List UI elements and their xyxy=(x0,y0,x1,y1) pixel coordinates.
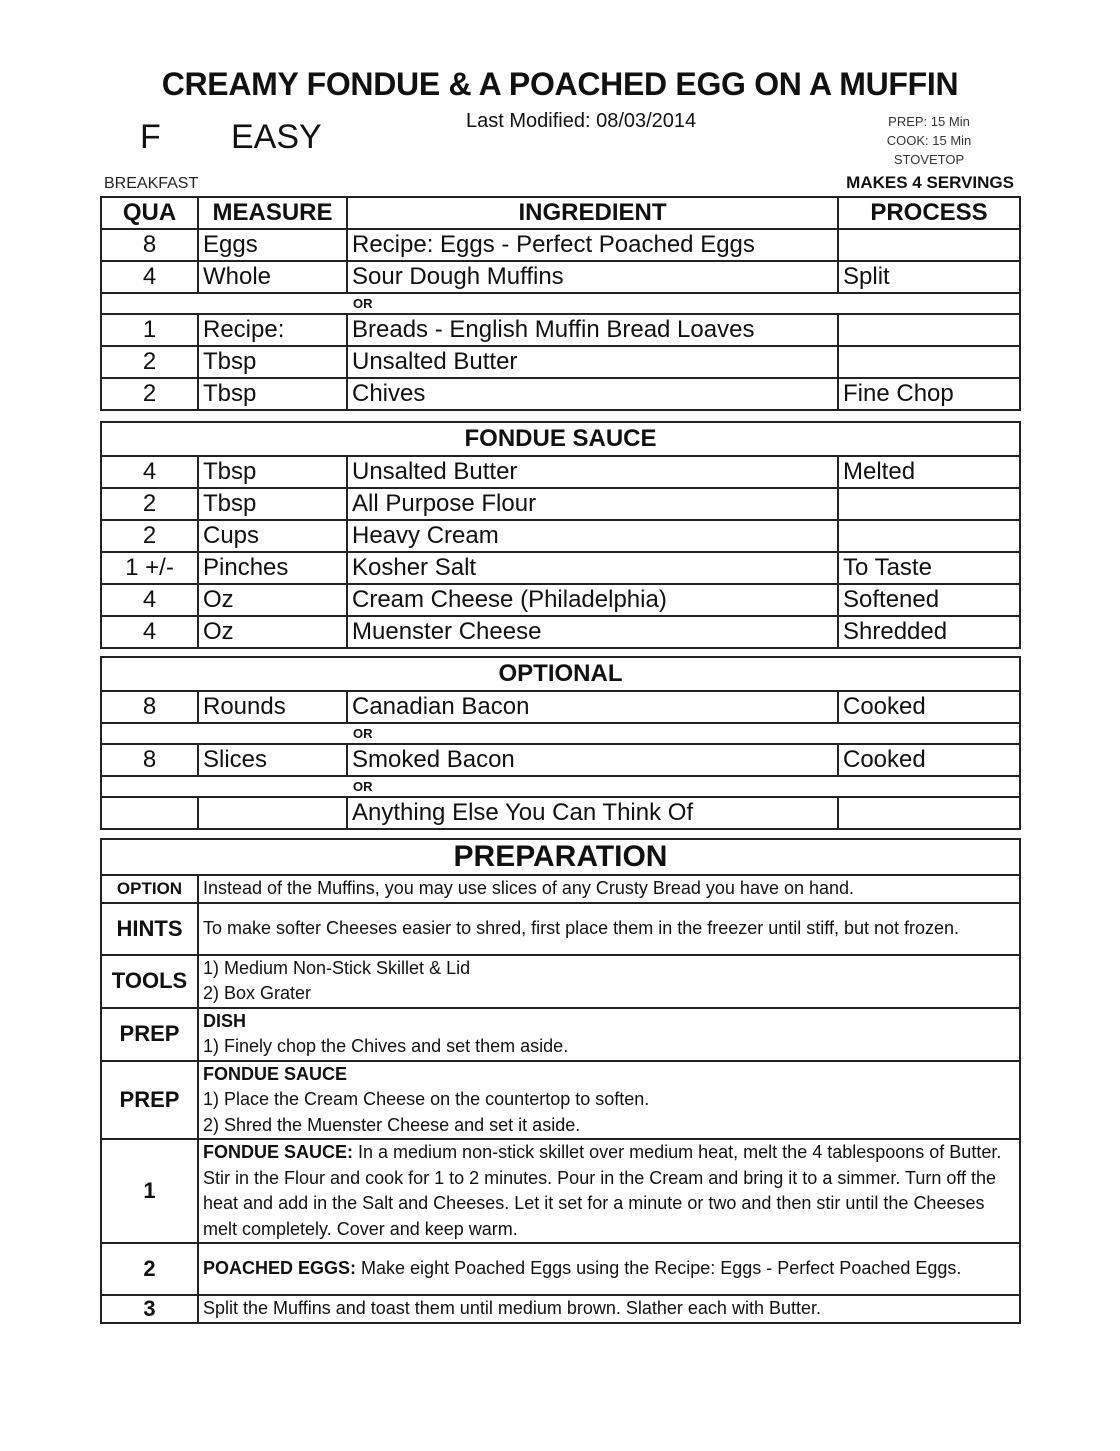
ingredient-cell: Unsalted Butter xyxy=(347,346,838,378)
step-row-2 xyxy=(101,1243,1020,1295)
or-separator-row xyxy=(101,723,1020,744)
measure-cell xyxy=(198,797,347,829)
or-separator xyxy=(101,776,1020,797)
measure-cell: Recipe: xyxy=(198,314,347,346)
qua-cell: 4 xyxy=(101,261,198,293)
qua-cell: 2 xyxy=(101,346,198,378)
ingredient-row xyxy=(101,616,1020,648)
process-cell: Shredded xyxy=(838,616,1020,648)
prep-heading-dish: DISH xyxy=(203,1010,247,1031)
section-title-optional: OPTIONAL xyxy=(101,657,1020,691)
step-row-1 xyxy=(101,1139,1020,1243)
ingredient-cell: Chives xyxy=(347,378,838,410)
ingredient-cell: Breads - English Muffin Bread Loaves xyxy=(347,314,838,346)
ingredient-cell: All Purpose Flour xyxy=(347,488,838,520)
ingredient-cell: Recipe: Eggs - Perfect Poached Eggs xyxy=(347,229,838,261)
prep-text-sauce xyxy=(198,1061,1020,1140)
table-header-row xyxy=(101,197,1020,229)
prep-label-sauce: PREP xyxy=(101,1061,198,1140)
or-separator xyxy=(101,723,1020,744)
prep-text-hints: To make softer Cheeses easier to shred, first place them in the freezer until stiff, but not frozen. xyxy=(198,903,1020,955)
step-number: 2 xyxy=(101,1243,198,1295)
or-label: OR xyxy=(353,726,373,741)
ingredient-cell: Kosher Salt xyxy=(347,552,838,584)
process-cell: Fine Chop xyxy=(838,378,1020,410)
process-cell: To Taste xyxy=(838,552,1020,584)
ingredient-row xyxy=(101,552,1020,584)
qua-cell: 4 xyxy=(101,616,198,648)
step-text xyxy=(198,1139,1020,1243)
measure-cell: Eggs xyxy=(198,229,347,261)
or-label: OR xyxy=(353,296,373,311)
optional-rows xyxy=(101,691,1020,829)
qua-cell: 8 xyxy=(101,744,198,776)
prep-line: 1) Finely chop the Chives and set them aside. xyxy=(203,1036,569,1056)
recipe-title: CREAMY FONDUE & A POACHED EGG ON A MUFFIN xyxy=(161,66,959,102)
prep-row-dish xyxy=(101,1008,1020,1061)
prep-heading-sauce: FONDUE SAUCE xyxy=(203,1063,348,1084)
main-rows xyxy=(101,229,1020,410)
col-header-qua: QUA xyxy=(101,197,198,229)
measure-cell: Cups xyxy=(198,520,347,552)
process-cell: Cooked xyxy=(838,691,1020,723)
qua-cell: 1 xyxy=(101,314,198,346)
step-number: 1 xyxy=(101,1139,198,1243)
qua-cell: 2 xyxy=(101,488,198,520)
ingredient-row xyxy=(101,488,1020,520)
prep-line: 1) Place the Cream Cheese on the countertop to soften. xyxy=(203,1089,650,1109)
col-header-process: PROCESS xyxy=(838,197,1020,229)
ingredient-row xyxy=(101,378,1020,410)
step-heading: FONDUE SAUCE: xyxy=(203,1142,354,1162)
last-modified: Last Modified: 08/03/2014 xyxy=(466,110,697,132)
prep-label-hints: HINTS xyxy=(101,903,198,955)
ingredient-row xyxy=(101,584,1020,616)
ingredient-row xyxy=(101,744,1020,776)
measure-cell: Tbsp xyxy=(198,346,347,378)
ingredient-cell: Sour Dough Muffins xyxy=(347,261,838,293)
qua-cell: 4 xyxy=(101,456,198,488)
qua-cell xyxy=(101,797,198,829)
ingredient-cell: Smoked Bacon xyxy=(347,744,838,776)
step-row-3 xyxy=(101,1295,1020,1323)
ingredient-row xyxy=(101,346,1020,378)
process-cell: Cooked xyxy=(838,744,1020,776)
prep-label-option: OPTION xyxy=(101,875,198,903)
recipe-category: BREAKFAST xyxy=(104,175,199,192)
measure-cell: Oz xyxy=(198,584,347,616)
or-separator-row xyxy=(101,293,1020,314)
section-title-fondue-sauce: FONDUE SAUCE xyxy=(101,422,1020,456)
prep-row-tools xyxy=(101,955,1020,1008)
qua-cell: 2 xyxy=(101,378,198,410)
cook-method: STOVETOP xyxy=(893,152,965,167)
prep-row-option xyxy=(101,875,1020,903)
ingredient-row xyxy=(101,520,1020,552)
qua-cell: 2 xyxy=(101,520,198,552)
process-cell xyxy=(838,229,1020,261)
prep-row-sauce xyxy=(101,1061,1020,1140)
process-cell xyxy=(838,346,1020,378)
prep-text-tools xyxy=(198,955,1020,1008)
qua-cell: 1 +/- xyxy=(101,552,198,584)
measure-cell: Tbsp xyxy=(198,378,347,410)
fondue-rows xyxy=(101,456,1020,648)
ingredient-row xyxy=(101,229,1020,261)
ingredient-cell: Heavy Cream xyxy=(347,520,838,552)
or-separator-row xyxy=(101,776,1020,797)
prep-label-dish: PREP xyxy=(101,1008,198,1061)
ingredient-row xyxy=(101,456,1020,488)
qua-cell: 4 xyxy=(101,584,198,616)
or-label: OR xyxy=(353,779,373,794)
qua-cell: 8 xyxy=(101,229,198,261)
prep-label-tools: TOOLS xyxy=(101,955,198,1008)
time-info xyxy=(874,112,984,169)
ingredient-row xyxy=(101,797,1020,829)
main-ingredients-table xyxy=(100,196,1021,411)
measure-cell: Slices xyxy=(198,744,347,776)
measure-cell: Tbsp xyxy=(198,456,347,488)
difficulty-label: EASY xyxy=(231,118,322,156)
ingredient-row xyxy=(101,691,1020,723)
step-number: 3 xyxy=(101,1295,198,1323)
or-separator xyxy=(101,293,1020,314)
ingredient-cell: Cream Cheese (Philadelphia) xyxy=(347,584,838,616)
prep-text-dish xyxy=(198,1008,1020,1061)
ingredient-cell: Unsalted Butter xyxy=(347,456,838,488)
process-cell: Softened xyxy=(838,584,1020,616)
process-cell: Split xyxy=(838,261,1020,293)
cook-time: COOK: 15 Min xyxy=(886,133,972,148)
tool-item: 2) Box Grater xyxy=(203,983,312,1003)
step-heading: POACHED EGGS: xyxy=(203,1258,357,1279)
optional-table xyxy=(100,656,1021,830)
process-cell xyxy=(838,797,1020,829)
section-header-row xyxy=(101,657,1020,691)
step-body: Split the Muffins and toast them until medium brown. Slather each with Butter. xyxy=(203,1298,821,1318)
fondue-sauce-table xyxy=(100,421,1021,649)
preparation-title: PREPARATION xyxy=(101,839,1020,875)
tool-item: 1) Medium Non-Stick Skillet & Lid xyxy=(203,957,471,978)
ingredient-cell: Anything Else You Can Think Of xyxy=(347,797,838,829)
step-text xyxy=(198,1295,1020,1323)
section-header-row xyxy=(101,422,1020,456)
prep-text-option: Instead of the Muffins, you may use slices of any Crusty Bread you have on hand. xyxy=(198,875,1020,903)
measure-cell: Pinches xyxy=(198,552,347,584)
measure-cell: Oz xyxy=(198,616,347,648)
process-cell xyxy=(838,520,1020,552)
prep-line: 2) Shred the Muenster Cheese and set it aside. xyxy=(203,1114,581,1135)
process-cell: Melted xyxy=(838,456,1020,488)
ingredient-cell: Canadian Bacon xyxy=(347,691,838,723)
ingredient-row xyxy=(101,261,1020,293)
step-body: In a medium non-stick skillet over medium heat, melt the 4 tablespoons of Butter. Stir in the Flour and cook for 1 to 2 minutes. Pour in the Cream and bring it to a simmer. Turn off the heat and add in the Salt and Cheeses. Let it set for a minute or two and then stir until the Cheeses melt completely. Cover and keep warm. xyxy=(203,1142,1002,1239)
col-header-measure: MEASURE xyxy=(198,197,347,229)
measure-cell: Tbsp xyxy=(198,488,347,520)
process-cell xyxy=(838,314,1020,346)
prep-time: PREP: 15 Min xyxy=(888,114,970,129)
ingredient-cell: Muenster Cheese xyxy=(347,616,838,648)
measure-cell: Whole xyxy=(198,261,347,293)
measure-cell: Rounds xyxy=(198,691,347,723)
step-text xyxy=(198,1243,1020,1295)
preparation-table xyxy=(100,838,1021,1324)
recipe-grade: F xyxy=(140,118,161,156)
prep-row-hints xyxy=(101,903,1020,955)
qua-cell: 8 xyxy=(101,691,198,723)
servings: MAKES 4 SERVINGS xyxy=(846,173,1014,192)
step-body: Make eight Poached Eggs using the Recipe: Eggs - Perfect Poached Eggs. xyxy=(356,1258,962,1279)
ingredient-row xyxy=(101,314,1020,346)
preparation-header-row xyxy=(101,839,1020,875)
process-cell xyxy=(838,488,1020,520)
col-header-ingredient: INGREDIENT xyxy=(347,197,838,229)
